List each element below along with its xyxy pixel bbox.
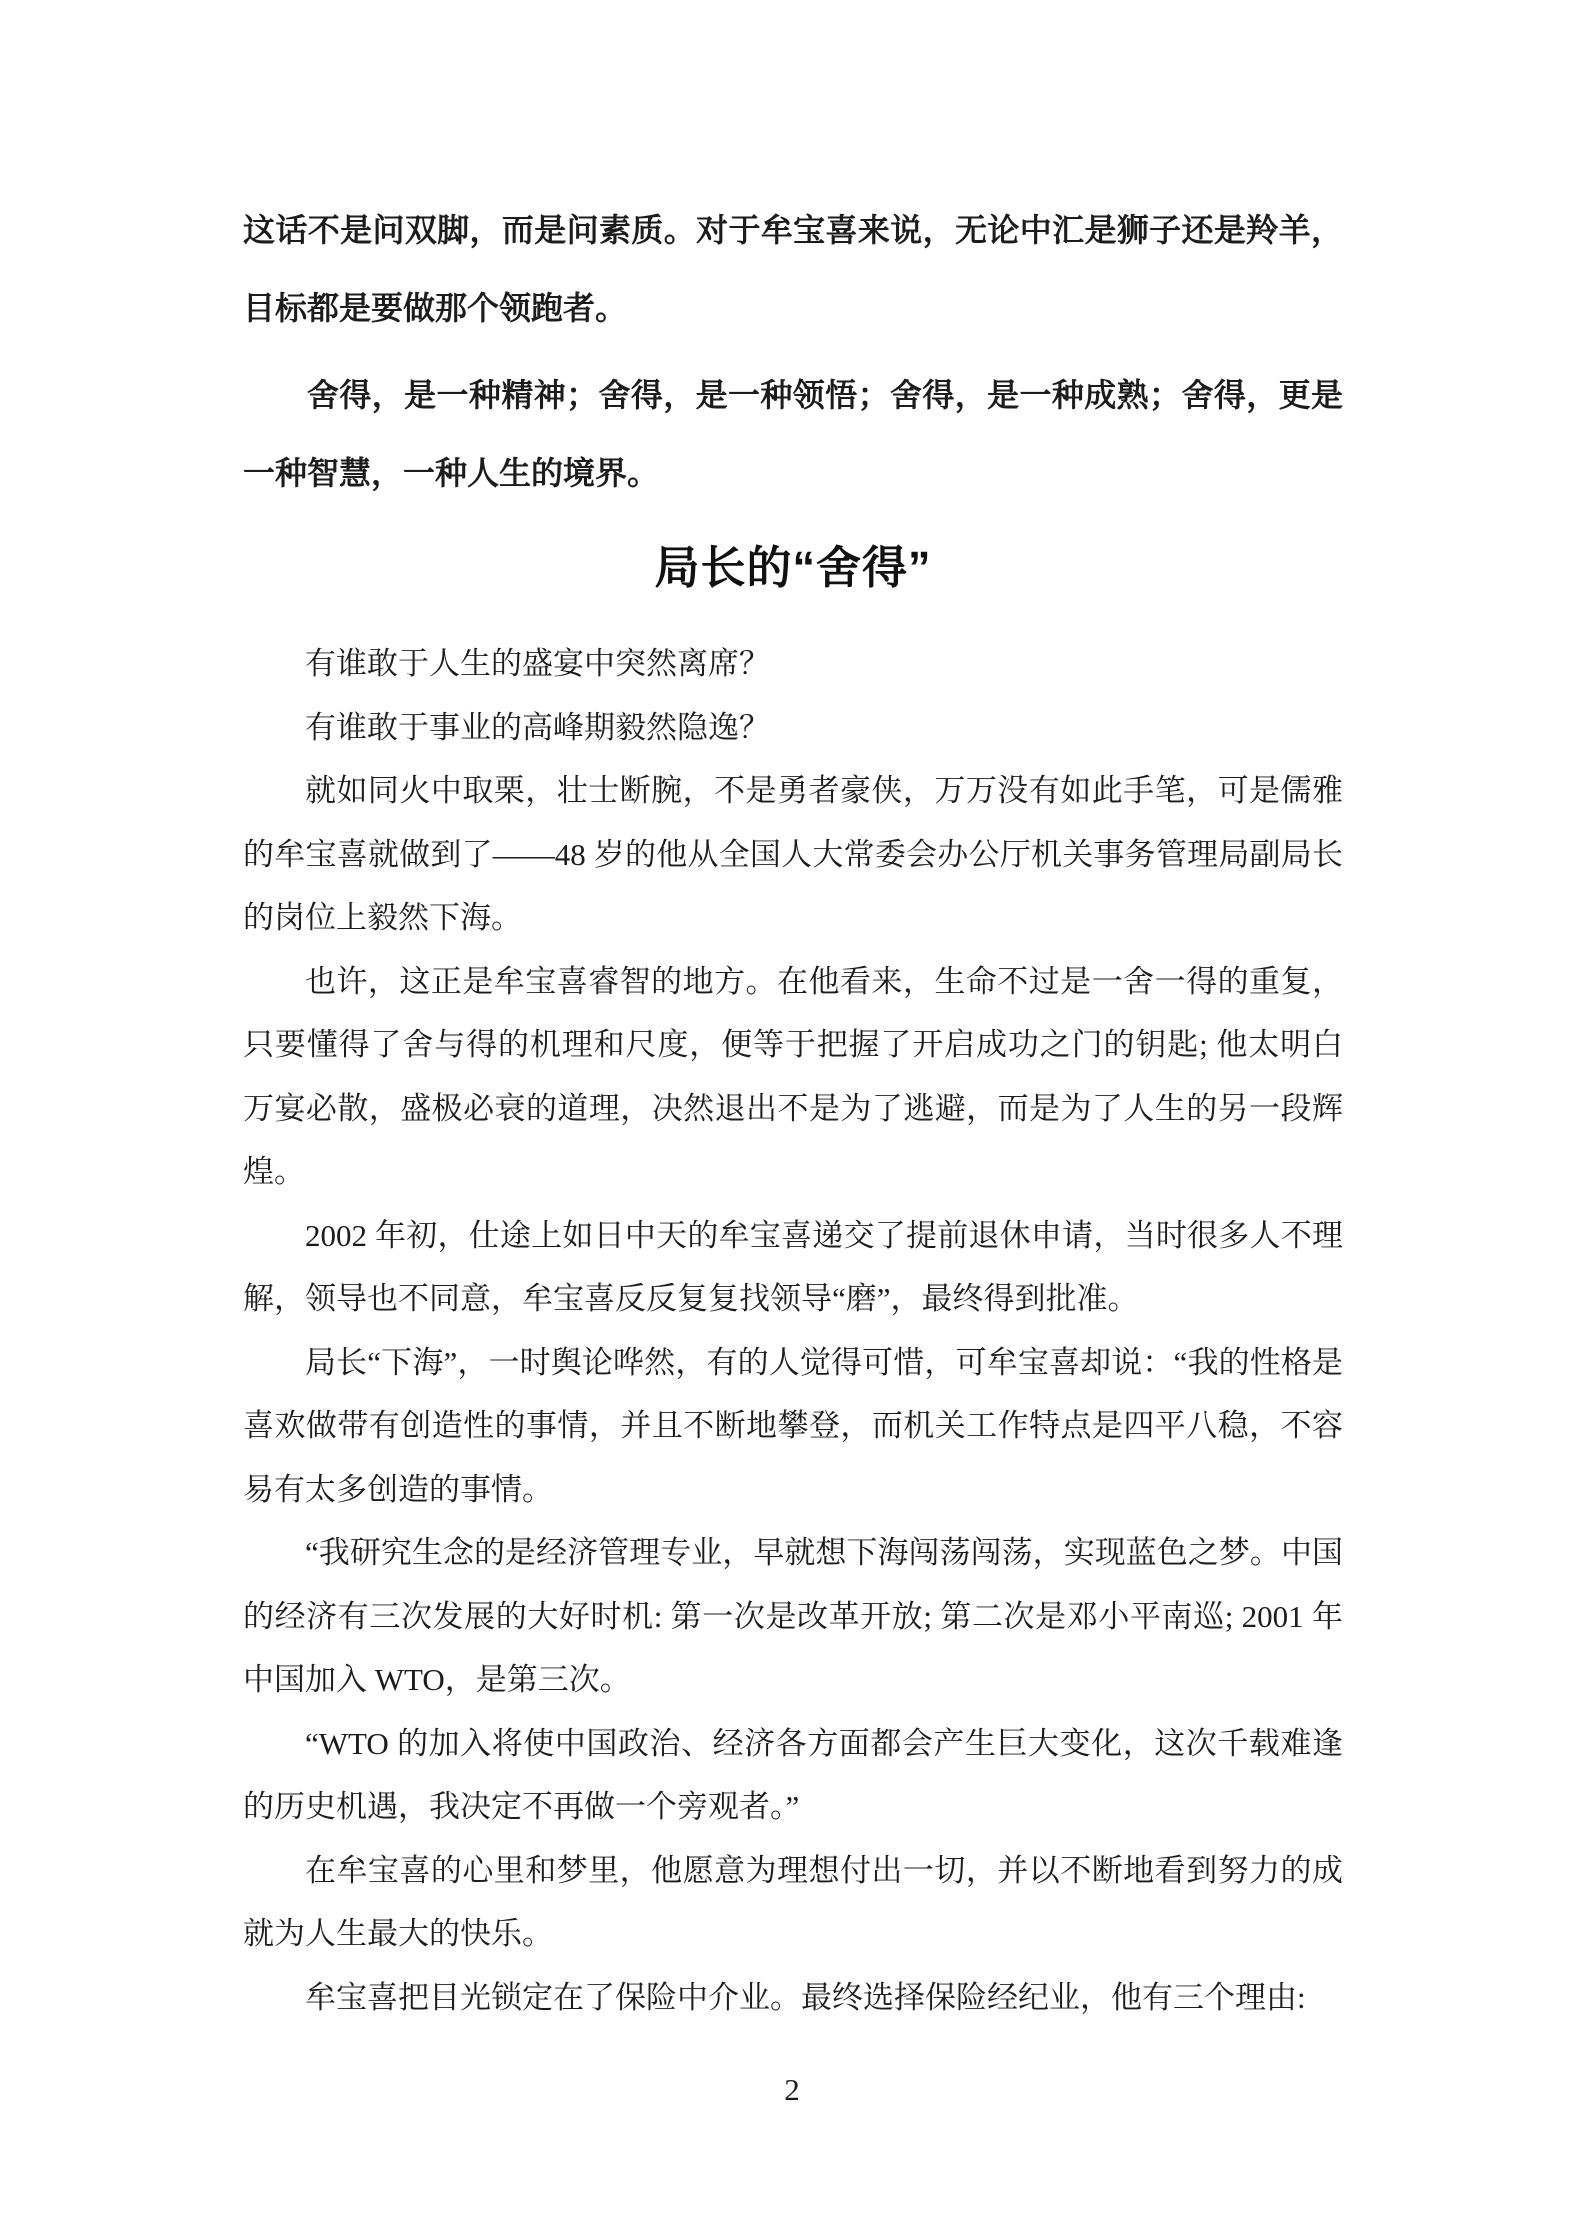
lead-paragraph: 舍得，是一种精神；舍得，是一种领悟；舍得，是一种成熟；舍得，更是一种智慧，一种人生的境界。	[243, 376, 1343, 492]
lead-paragraph: 这话不是问双脚，而是问素质。对于牟宝喜来说，无论中汇是狮子还是羚羊，目标都是要做那个领跑者。	[243, 211, 1343, 327]
body-paragraph: 2002 年初，仕途上如日中天的牟宝喜递交了提前退休申请，当时很多人不理解，领导也不同意，牟宝喜反反复复找领导“磨”，最终得到批准。	[243, 1217, 1343, 1316]
body-paragraph: “WTO 的加入将使中国政治、经济各方面都会产生巨大变化，这次千载难逢的历史机遇，我决定不再做一个旁观者。”	[243, 1725, 1343, 1824]
body-paragraph: “我研究生念的是经济管理专业，早就想下海闯荡闯荡，实现蓝色之梦。中国的经济有三次发展的大好时机: 第一次是改革开放; 第二次是邓小平南巡; 2001 年中国加入 WTO，是第三次。	[243, 1535, 1343, 1697]
page-content	[243, 0, 1343, 2029]
body-paragraph: 有谁敢于事业的高峰期毅然隐逸？	[305, 709, 770, 745]
section-heading: 局长的“舍得”	[654, 542, 932, 593]
page-number: 2	[784, 2072, 800, 2107]
body-paragraph: 牟宝喜把目光锁定在了保险中介业。最终选择保险经纪业，他有三个理由:	[305, 1979, 1306, 2015]
body-paragraph: 也许，这正是牟宝喜睿智的地方。在他看来，生命不过是一舍一得的重复，只要懂得了舍与得的机理和尺度，便等于把握了开启成功之门的钥匙; 他太明白万宴必散，盛极必衰的道理，决然退出不是为了逃避，而是为了人生的另一段辉煌。	[243, 963, 1343, 1189]
body-paragraph: 就如同火中取栗，壮士断腕，不是勇者豪侠，万万没有如此手笔，可是儒雅的牟宝喜就做到了——48 岁的他从全国人大常委会办公厅机关事务管理局副局长的岗位上毅然下海。	[243, 773, 1343, 935]
body-paragraph: 局长“下海”，一时舆论哗然，有的人觉得可惜，可牟宝喜却说：“我的性格是喜欢做带有创造性的事情，并且不断地攀登，而机关工作特点是四平八稳，不容易有太多创造的事情。	[243, 1344, 1343, 1507]
body-paragraph: 有谁敢于人生的盛宴中突然离席？	[305, 646, 770, 681]
body-paragraph: 在牟宝喜的心里和梦里，他愿意为理想付出一切，并以不断地看到努力的成就为人生最大的快乐。	[243, 1852, 1343, 1951]
